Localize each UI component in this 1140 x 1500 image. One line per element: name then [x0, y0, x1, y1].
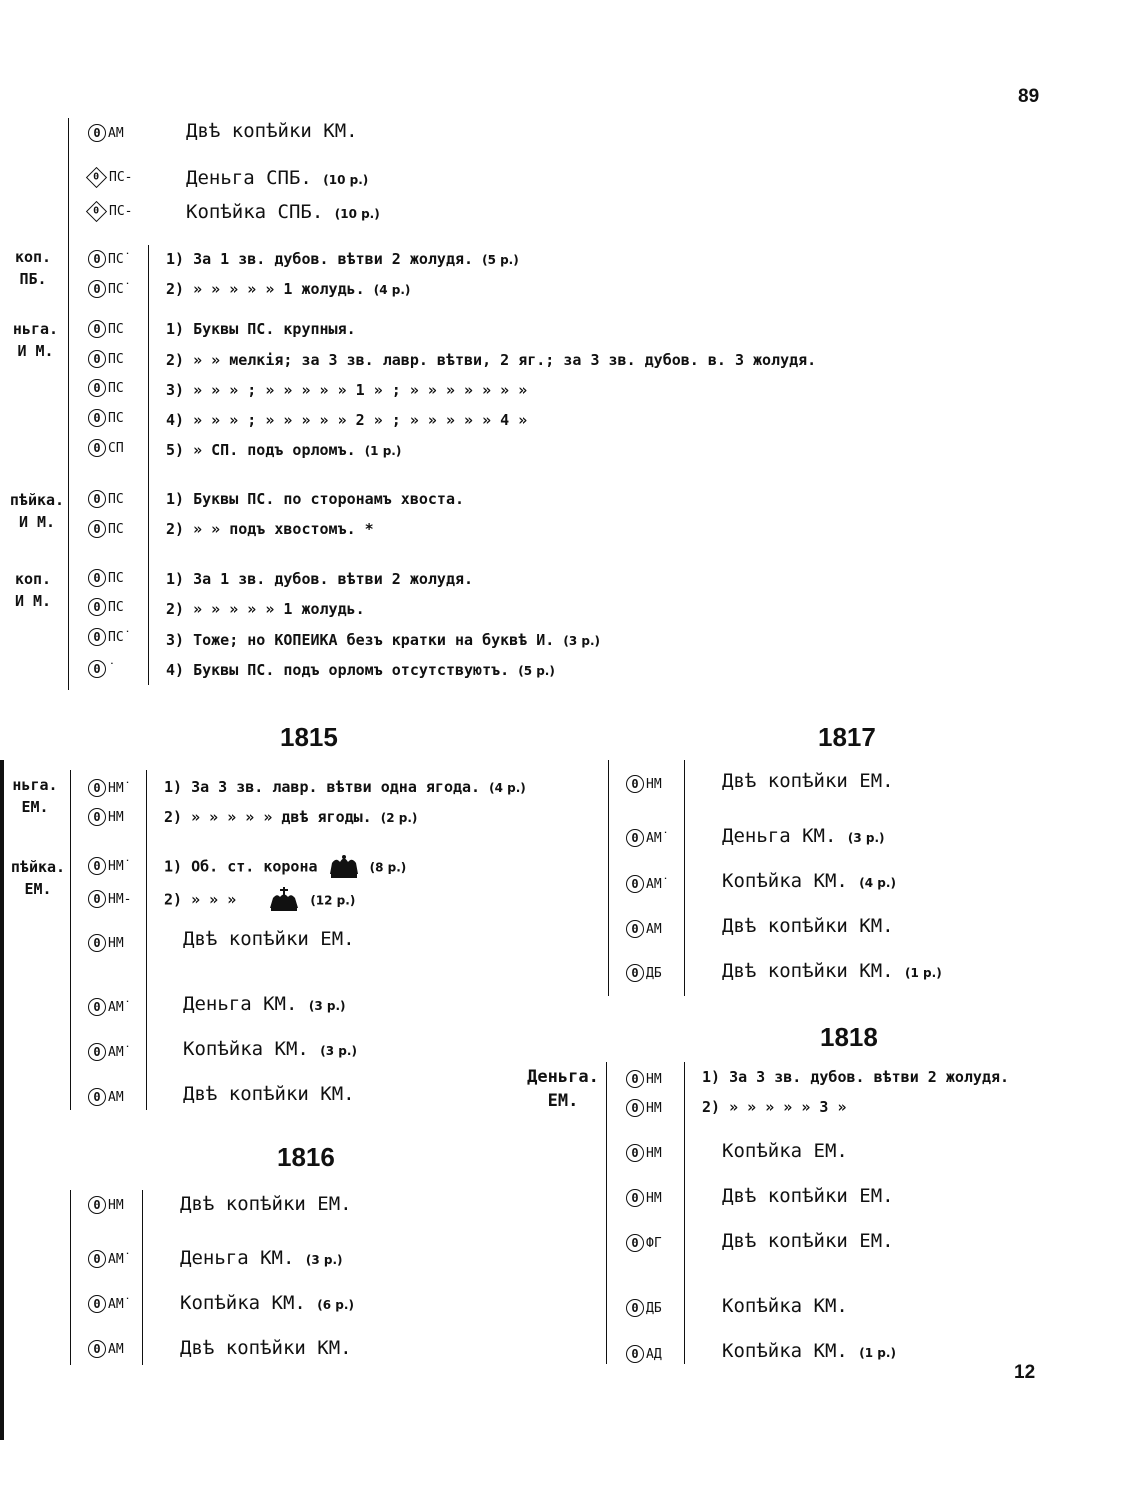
mint-mark: 0 АМ — [88, 1088, 124, 1106]
entry-text: 5) » СП. подъ орломъ. (1 р.) — [166, 441, 402, 459]
mint-mark: 0 ПС- — [86, 204, 132, 219]
entry-text: Деньга СПБ. (10 р.) — [186, 167, 369, 189]
entry-text: Двѣ копѣйки КМ. — [186, 120, 358, 142]
mint-mark: 0 ПС — [88, 569, 124, 587]
entry-text: Двѣ копѣйки ЕМ. — [722, 1185, 894, 1207]
mint-mark: 0 ПС — [88, 520, 124, 538]
entry-text: 2) » » » » » 3 » — [702, 1098, 847, 1116]
entry-text: 1) Буквы ПС. крупныя. — [166, 320, 356, 338]
entry-text: 2) » » » » » 1 жолудь. — [166, 600, 365, 618]
year-heading: 1815 — [280, 722, 338, 752]
mint-mark: 0 НМ˙ — [88, 857, 131, 875]
entry-text: 1) За 1 зв. дубов. вѣтви 2 жолудя. — [166, 570, 474, 588]
crown-icon — [267, 887, 301, 913]
mint-mark: 0 НМ — [88, 1196, 124, 1214]
entry-text: Двѣ копѣйки КМ. (1 р.) — [722, 960, 942, 982]
mint-mark: 0 СП — [88, 439, 124, 457]
entry-text: 3) » » » ; » » » » » 1 » ; » » » » » » » — [166, 381, 528, 399]
entry-text: 3) Тоже; но КОПЕИКА безъ кратки на буквѣ И. (3 р.) — [166, 631, 601, 649]
entry-text: 2) » » » » » двѣ ягоды. (2 р.) — [164, 808, 418, 826]
entry-text: 2) » » » » » 1 жолудь. (4 р.) — [166, 280, 411, 298]
mint-mark: 0 НМ — [626, 775, 662, 793]
entry-text: 4) Буквы ПС. подъ орломъ отсутствуютъ. (5 р.) — [166, 661, 555, 679]
rule-1815-left — [70, 770, 71, 1110]
mint-mark: 0 НМ — [88, 934, 124, 952]
entry-text: Двѣ копѣйки ЕМ. — [722, 1230, 894, 1252]
entry-text: Деньга КМ. (3 р.) — [722, 825, 885, 847]
margin-bar — [0, 760, 4, 1440]
entry-text: Копѣйка КМ. (3 р.) — [183, 1038, 357, 1060]
side-label: Деньга. ЕМ. — [527, 1067, 599, 1111]
mint-mark: 0 ДБ — [626, 1299, 662, 1317]
mint-mark: 0 НМ — [626, 1099, 662, 1117]
year-heading: 1818 — [820, 1022, 878, 1052]
mint-mark: 0 АМ — [88, 1340, 124, 1358]
mint-mark: 0 АД — [626, 1345, 662, 1363]
entry-text: Двѣ копѣйки ЕМ. — [722, 770, 894, 792]
side-label: пѣйка. ЕМ. — [10, 858, 66, 898]
mint-mark: 0 НМ — [88, 808, 124, 826]
entry-text: Двѣ копѣйки КМ. — [180, 1337, 352, 1359]
mint-mark: 0 ФГ — [626, 1234, 662, 1252]
entry-text: Копѣйка СПБ. (10 р.) — [186, 201, 380, 223]
entry-text: 1) За 1 зв. дубов. вѣтви 2 жолудя. (5 р.) — [166, 250, 519, 268]
mint-mark: 0 ПС — [88, 490, 124, 508]
signature-mark: 12 — [1014, 1362, 1036, 1383]
side-label: коп. И М. — [14, 570, 52, 610]
rule-1815-right — [146, 770, 147, 1110]
entry-text: Двѣ копѣйки ЕМ. — [183, 928, 355, 950]
entry-text: 1) Буквы ПС. по сторонамъ хвоста. — [166, 490, 465, 508]
entry-text: Деньга КМ. (3 р.) — [180, 1247, 343, 1269]
mint-mark: 0 ПС˙ — [88, 280, 131, 298]
mint-mark: 0 НМ˙ — [88, 779, 131, 797]
mint-mark: 0 ПС˙ — [88, 250, 131, 268]
entry-text: Деньга КМ. (3 р.) — [183, 993, 346, 1015]
side-label: пѣйка. И М. — [9, 491, 65, 531]
mint-mark: 0 АМ˙ — [88, 1250, 131, 1268]
mint-mark: 0 ПС — [88, 598, 124, 616]
mint-mark: 0 ПС — [88, 379, 124, 397]
top-rule-right — [148, 245, 149, 685]
mint-mark: 0 АМ˙ — [626, 829, 669, 847]
side-label: ньга. И М. — [12, 320, 59, 360]
mint-mark: 0 АМ — [626, 920, 662, 938]
rule-1818-left — [606, 1062, 607, 1364]
side-label: ньга. ЕМ. — [12, 776, 58, 816]
entry-text: 1) Об. ст. корона (8 р.) — [164, 854, 406, 880]
mint-mark: 0 ˙ — [88, 660, 116, 678]
mint-mark: 0 АМ˙ — [88, 998, 131, 1016]
year-heading: 1816 — [277, 1142, 335, 1172]
entry-text: 2) » » подъ хвостомъ. * — [166, 520, 374, 538]
crown-icon — [327, 854, 361, 880]
mint-mark: 0 ПС — [88, 409, 124, 427]
side-label: коп. ПБ. — [14, 248, 52, 288]
rule-1817-left — [608, 760, 609, 996]
mint-mark: 0 НМ- — [88, 890, 131, 908]
entry-text: Копѣйка КМ. (6 р.) — [180, 1292, 354, 1314]
mint-mark: 0 АМ˙ — [88, 1043, 131, 1061]
mint-mark: 0 АМ˙ — [88, 1295, 131, 1313]
mint-mark: 0 ПС˙ — [88, 628, 131, 646]
mint-mark: 0 НМ — [626, 1144, 662, 1162]
entry-text: Копѣйка ЕМ. — [722, 1140, 848, 1162]
rule-1818-right — [684, 1062, 685, 1364]
entry-text: Копѣйка КМ. (1 р.) — [722, 1340, 896, 1362]
top-rule-left — [68, 118, 69, 690]
mint-mark: 0 АМ — [88, 124, 124, 142]
entry-text: Двѣ копѣйки КМ. — [183, 1083, 355, 1105]
rule-1816-left — [70, 1190, 71, 1365]
page-number: 89 — [1018, 86, 1040, 107]
mint-mark: 0 ПС- — [86, 170, 132, 185]
mint-mark: 0 ПС — [88, 320, 124, 338]
mint-mark: 0 ПС — [88, 350, 124, 368]
entry-text: 1) За 3 зв. лавр. вѣтви одна ягода. (4 р.) — [164, 778, 526, 796]
rule-1816-right — [142, 1190, 143, 1365]
entry-text: 2) » » мелкія; за 3 зв. лавр. вѣтви, 2 яг.; за 3 зв. дубов. в. 3 жолудя. — [166, 351, 817, 369]
rule-1817-right — [684, 760, 685, 996]
entry-text: 4) » » » ; » » » » » 2 » ; » » » » » 4 » — [166, 411, 528, 429]
entry-text: Копѣйка КМ. — [722, 1295, 848, 1317]
year-heading: 1817 — [818, 722, 876, 752]
entry-text: 2) » » » (12 р.) — [164, 887, 355, 913]
entry-text: 1) За 3 зв. дубов. вѣтви 2 жолудя. — [702, 1068, 1010, 1086]
entry-text: Копѣйка КМ. (4 р.) — [722, 870, 896, 892]
entry-text: Двѣ копѣйки ЕМ. — [180, 1193, 352, 1215]
mint-mark: 0 ДБ — [626, 964, 662, 982]
mint-mark: 0 НМ — [626, 1189, 662, 1207]
entry-text: Двѣ копѣйки КМ. — [722, 915, 894, 937]
mint-mark: 0 АМ˙ — [626, 875, 669, 893]
mint-mark: 0 НМ — [626, 1070, 662, 1088]
